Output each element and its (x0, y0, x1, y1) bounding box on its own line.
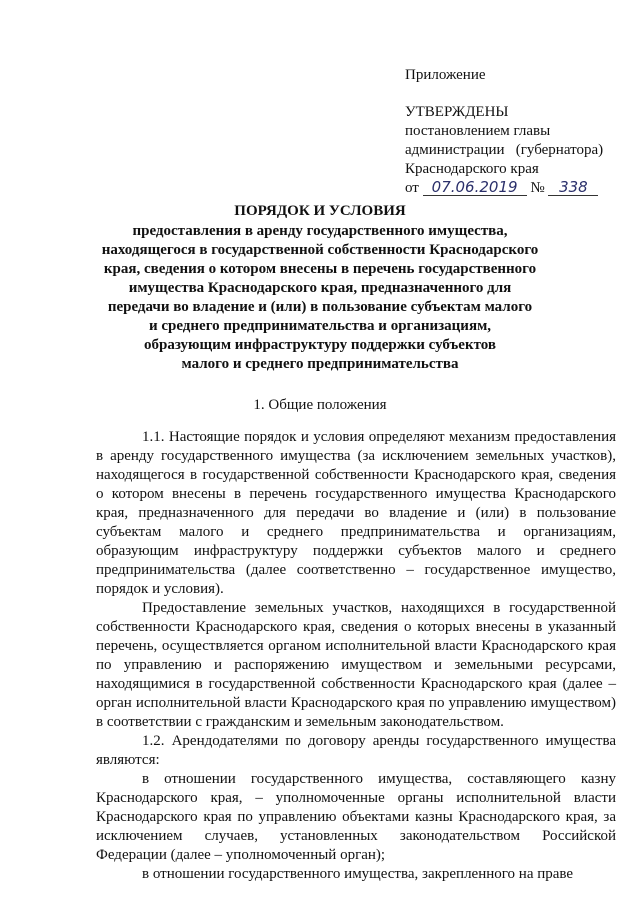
document-title (55, 202, 585, 374)
title-line: предоставления в аренду государственного имущества, (132, 223, 508, 239)
title-line: передачи во владение и (или) в пользование субъектам малого (107, 299, 533, 315)
handwritten-date: 07.06.2019 (423, 179, 527, 196)
paragraph: 1.1. Настоящие порядок и условия определяют механизм предоставления в аренду государственного имущества (за исключением земельных участков), находящегося в государственной собственности Краснодарского края, сведения о котором внесены в перечень государственного имущества Краснодарского края, предназначенного для передачи во владение и (или) в пользование субъектам малого и среднего предпринимательства и организациям, образующим инфраструктуру поддержки субъектов малого и среднего предпринимательства (далее соответственно – государственное имущество, порядок и условия). (96, 429, 616, 597)
title-line: края, сведения о котором внесены в перечень государственного (103, 261, 537, 277)
approval-block (405, 66, 635, 198)
title-line: имущества Краснодарского края, предназначенного для (128, 280, 512, 296)
title-line: и среднего предпринимательства и организациям, (148, 318, 492, 334)
appendix-label: Приложение (405, 67, 486, 83)
from-label: от (405, 180, 419, 196)
approval-line-1: постановлением главы (405, 123, 551, 139)
handwritten-number: 338 (548, 179, 598, 196)
paragraph: 1.2. Арендодателями по договору аренды государственного имущества являются: (96, 733, 616, 768)
section-heading: 1. Общие положения (253, 397, 387, 413)
approved-label: УТВЕРЖДЕНЫ (405, 104, 509, 120)
title-line: находящегося в государственной собственности Краснодарского (101, 242, 539, 258)
paragraph: в отношении государственного имущества, закрепленного на праве (142, 866, 574, 882)
paragraph: Предоставление земельных участков, находящихся в государственной собственности Краснодарского края, сведения о которых внесены в указанный перечень, осуществляется органом исполнительной власти Краснодарского края по управлению и распоряжению имуществом и земельными ресурсами, находящимися в государственной собственности Краснодарского края (далее – орган исполнительной власти Краснодарского края по управлению имуществом) в соответствии с гражданским и земельным законодательством. (96, 600, 616, 730)
title-line: образующим инфраструктуру поддержки субъектов (144, 337, 496, 353)
spacer (405, 85, 635, 103)
approval-line-2: администрации (губернатора) (405, 142, 604, 158)
number-label: № (530, 180, 545, 196)
paragraph: в отношении государственного имущества, составляющего казну Краснодарского края, – уполномоченные органы исполнительной власти Краснодарского края по управлению объектами казны Краснодарского края, за исключением случаев, установленных законодательством Российской Федерации (далее – уполномоченный орган); (96, 771, 616, 863)
approval-line-3: Краснодарского края (405, 161, 539, 177)
title-line: малого и среднего предпринимательства (181, 356, 459, 372)
title-main: ПОРЯДОК И УСЛОВИЯ (234, 203, 406, 219)
document-body (96, 428, 616, 884)
date-number-line (405, 179, 635, 198)
